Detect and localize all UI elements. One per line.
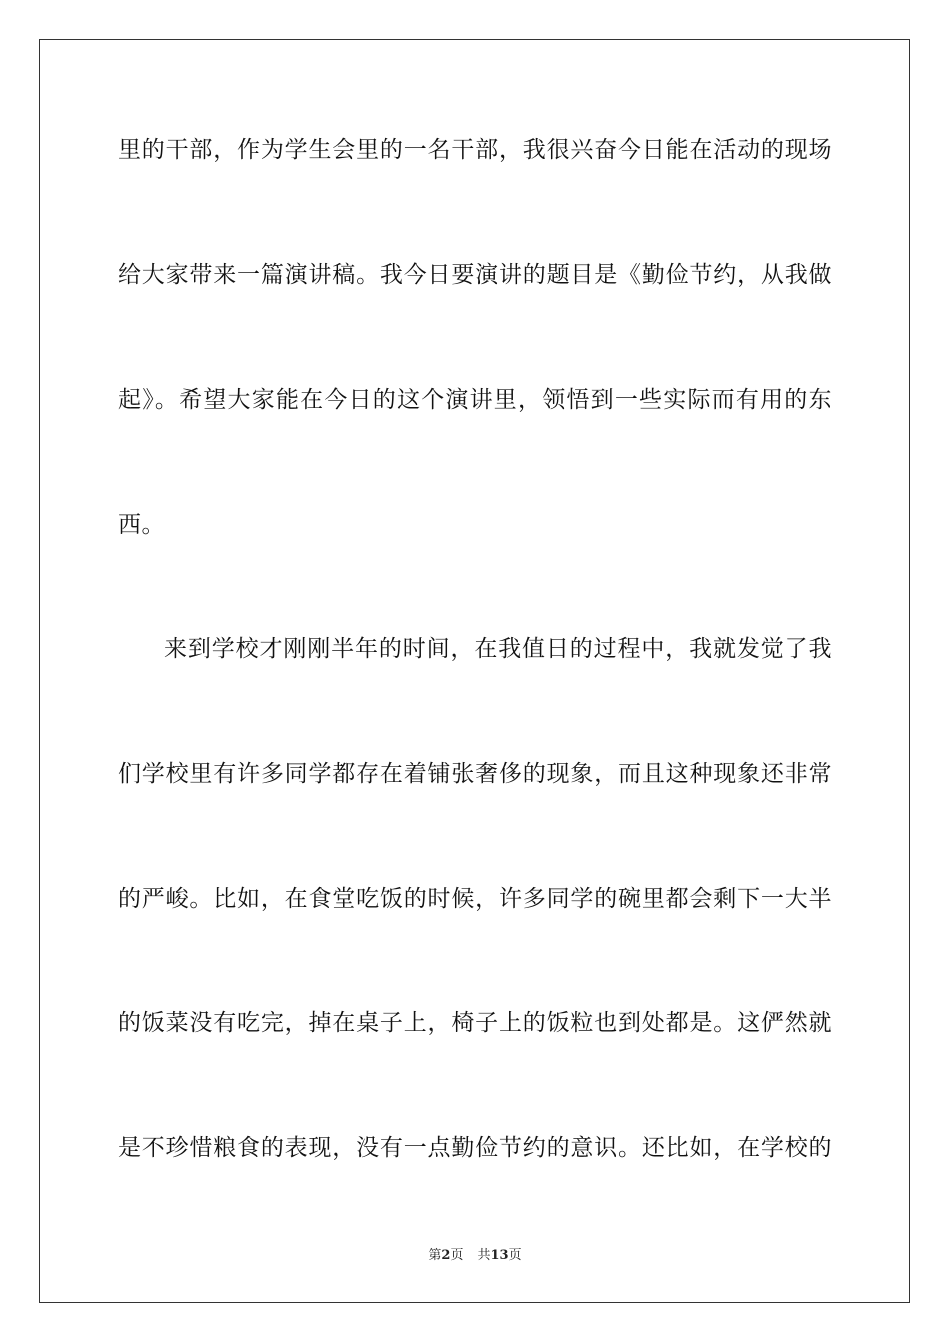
body-text-line: 起》。希望大家能在今日的这个演讲里，领悟到一些实际而有用的东 (118, 387, 832, 413)
body-text-line: 是不珍惜粮食的表现，没有一点勤俭节约的意识。还比如，在学校的 (118, 1135, 832, 1161)
body-text-line: 的饭菜没有吃完，掉在桌子上，椅子上的饭粒也到处都是。这俨然就 (118, 1010, 832, 1036)
page-footer (0, 1247, 950, 1265)
body-text-line: 里的干部，作为学生会里的一名干部，我很兴奋今日能在活动的现场 (118, 137, 832, 163)
body-text-line: 西。 (118, 512, 165, 538)
page-number: 第2页 (428, 1248, 464, 1263)
body-text-line: 给大家带来一篇演讲稿。我今日要演讲的题目是《勤俭节约，从我做 (118, 262, 832, 288)
page-border (39, 39, 910, 1303)
paragraph-first-line: 来到学校才刚刚半年的时间，在我值日的过程中，我就发觉了我 (164, 636, 832, 662)
body-text-line: 的严峻。比如，在食堂吃饭的时候，许多同学的碗里都会剩下一大半 (118, 886, 832, 912)
body-text-line: 们学校里有许多同学都存在着铺张奢侈的现象，而且这种现象还非常 (118, 761, 832, 787)
page-total: 共13页 (477, 1248, 522, 1263)
